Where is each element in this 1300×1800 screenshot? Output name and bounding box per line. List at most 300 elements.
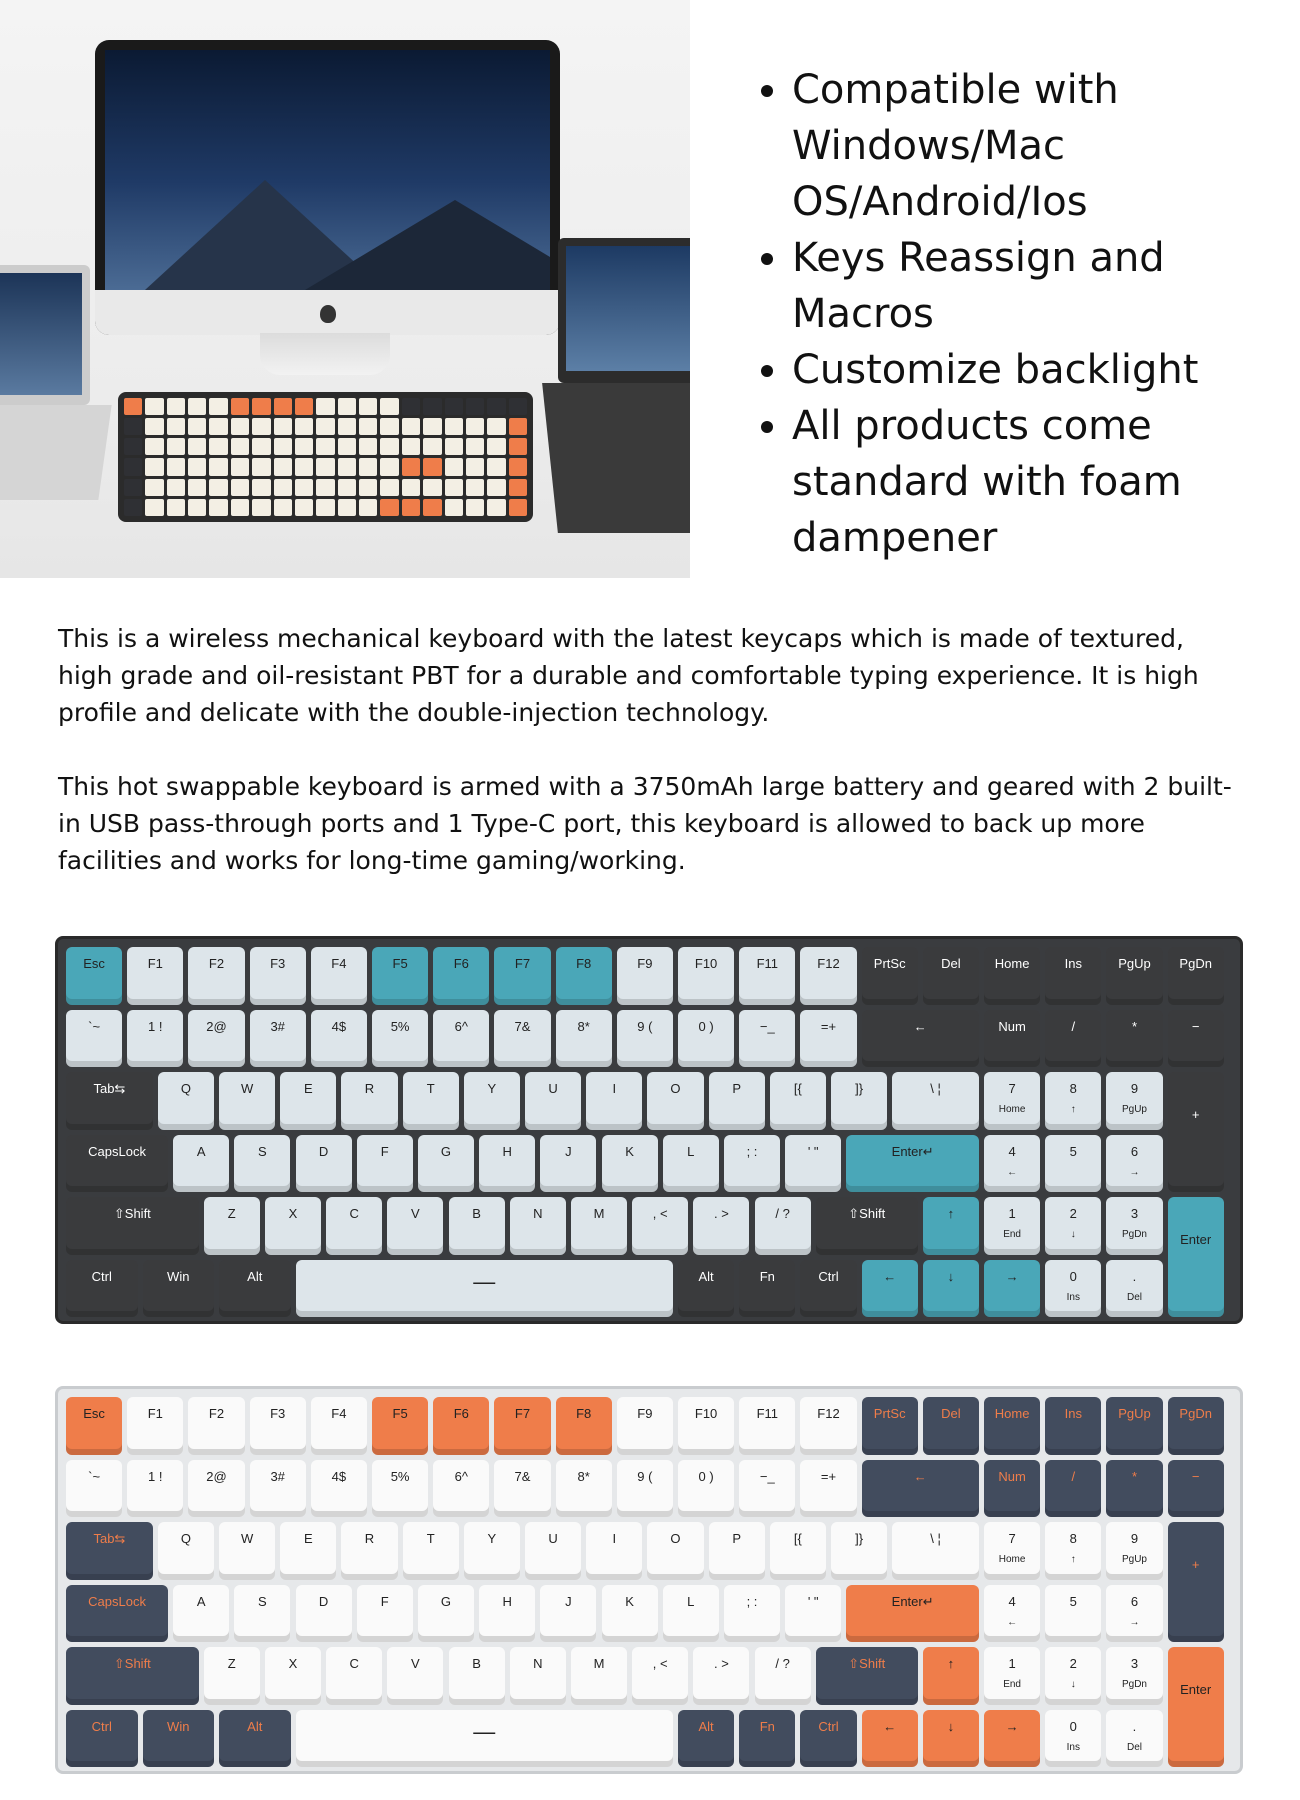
hero-keycap xyxy=(445,438,463,455)
key-legend: G xyxy=(440,1143,452,1159)
key-np6 xyxy=(1106,1135,1162,1193)
key-x xyxy=(265,1197,321,1255)
key-sublegend: Ins xyxy=(1066,1291,1080,1303)
key-legend: 5% xyxy=(390,1468,410,1484)
hero-keycap xyxy=(402,479,420,496)
key-legend: Esc xyxy=(83,956,105,971)
hero-keycap xyxy=(338,458,356,475)
key-legend: L xyxy=(687,1143,695,1159)
hero-keycap xyxy=(124,458,142,475)
key-legend: D xyxy=(318,1593,329,1609)
hero-keycap xyxy=(145,438,163,455)
key-legend: 3 xyxy=(1130,1206,1139,1221)
key-legend: + xyxy=(1191,1557,1200,1572)
key-legend: Alt xyxy=(247,1268,263,1284)
key-legend: 0 ) xyxy=(698,1018,714,1034)
key-semi xyxy=(724,1135,780,1193)
key-rshift xyxy=(816,1197,918,1255)
key-legend: ↓ xyxy=(947,1718,955,1734)
key-minus-np xyxy=(1168,1460,1224,1518)
key-legend: =+ xyxy=(820,1468,837,1484)
key-f11 xyxy=(739,1397,795,1455)
key-m xyxy=(571,1647,627,1705)
hero-keycap xyxy=(487,398,505,415)
key-legend: F6 xyxy=(453,1406,469,1421)
key-legend: Alt xyxy=(247,1718,263,1734)
key-legend: S xyxy=(258,1143,267,1159)
hero-keycap xyxy=(252,479,270,496)
key-legend: ' " xyxy=(807,1143,819,1159)
key-legend: F1 xyxy=(147,1406,163,1421)
key-lbr xyxy=(770,1522,826,1580)
key-legend: 4$ xyxy=(331,1468,347,1484)
key-npdot xyxy=(1106,1260,1162,1318)
hero-keycap xyxy=(252,418,270,435)
key-np1 xyxy=(984,1197,1040,1255)
key-legend: B xyxy=(472,1656,481,1671)
hero-keycap xyxy=(124,438,142,455)
key-np3 xyxy=(1106,1647,1162,1705)
hero-keycap xyxy=(359,418,377,435)
hero-keycap xyxy=(167,479,185,496)
key-legend: \ ¦ xyxy=(930,1531,941,1546)
key-backspace xyxy=(862,1460,979,1518)
monitor-illustration xyxy=(95,40,560,335)
key-legend: Ctrl xyxy=(818,1718,839,1734)
key-plus-np xyxy=(1168,1522,1224,1642)
key-legend: F11 xyxy=(756,1406,778,1421)
hero-keycap xyxy=(316,458,334,475)
key-np2 xyxy=(1045,1197,1101,1255)
key-grave xyxy=(66,1460,122,1518)
key-legend: O xyxy=(670,1531,681,1546)
key-backspace xyxy=(862,1010,979,1068)
key-legend: 7 xyxy=(1008,1531,1016,1546)
key-star-np xyxy=(1106,1460,1162,1518)
key-legend: 7& xyxy=(514,1018,531,1034)
key-n3 xyxy=(250,1010,306,1068)
key-n8 xyxy=(556,1010,612,1068)
key-legend: Ins xyxy=(1064,956,1082,971)
key-f9 xyxy=(617,1397,673,1455)
hero-keycap xyxy=(380,458,398,475)
key-f xyxy=(357,1135,413,1193)
key-n7 xyxy=(494,1010,550,1068)
key-np3 xyxy=(1106,1197,1162,1255)
key-k xyxy=(602,1585,658,1643)
hero-keycap xyxy=(466,479,484,496)
key-semi xyxy=(724,1585,780,1643)
hero-keycap xyxy=(487,458,505,475)
key-left xyxy=(862,1710,918,1768)
key-legend: * xyxy=(1131,1468,1138,1484)
key-legend: PgUp xyxy=(1118,956,1151,971)
key-l xyxy=(663,1585,719,1643)
key-b xyxy=(449,1197,505,1255)
key-r xyxy=(341,1072,397,1130)
key-up xyxy=(923,1197,979,1255)
key-sublegend: ↑ xyxy=(1070,1104,1076,1116)
key-quote xyxy=(785,1585,841,1643)
hero-keycap xyxy=(209,398,227,415)
key-legend: 4$ xyxy=(331,1018,347,1034)
hero-keycap xyxy=(445,398,463,415)
key-np1 xyxy=(984,1647,1040,1705)
key-legend: 9 xyxy=(1130,1081,1139,1096)
key-u xyxy=(525,1072,581,1130)
hero-keycap xyxy=(423,398,441,415)
key-num xyxy=(984,1010,1040,1068)
key-g xyxy=(418,1135,474,1193)
key-np6 xyxy=(1106,1585,1162,1643)
product-photo xyxy=(0,0,690,578)
key-np2 xyxy=(1045,1647,1101,1705)
hero-keycap xyxy=(445,458,463,475)
key-np9 xyxy=(1106,1522,1162,1580)
hero-keycap xyxy=(509,438,527,455)
key-legend: N xyxy=(533,1656,543,1671)
feature-item: • All products come standard with foam dampener xyxy=(792,398,1300,566)
hero-keycap xyxy=(188,418,206,435)
hero-keycap xyxy=(274,438,292,455)
key-legend: F12 xyxy=(817,956,840,971)
hero-keycap xyxy=(380,398,398,415)
hero-keycap xyxy=(423,499,441,516)
key-legend: \ ¦ xyxy=(930,1081,941,1096)
key-a xyxy=(173,1585,229,1643)
key-legend: P xyxy=(732,1081,742,1096)
hero-keycap xyxy=(252,398,270,415)
key-sublegend: → xyxy=(1129,1166,1140,1178)
key-m xyxy=(571,1197,627,1255)
key-f11 xyxy=(739,947,795,1005)
hero-keycap xyxy=(274,418,292,435)
key-minus xyxy=(739,1460,795,1518)
key-legend: J xyxy=(565,1593,572,1609)
key-legend: . > xyxy=(713,1656,729,1671)
key-legend: Enter xyxy=(1180,1232,1212,1247)
hero-keycap xyxy=(359,398,377,415)
key-legend: D xyxy=(318,1143,329,1159)
key-legend: V xyxy=(411,1656,420,1671)
key-slash-np xyxy=(1045,1010,1101,1068)
laptop-left-illustration xyxy=(0,265,95,505)
key-legend: F9 xyxy=(637,1406,653,1421)
key-legend: 9 ( xyxy=(637,1468,653,1484)
key-legend: PrtSc xyxy=(873,956,906,971)
key-f1 xyxy=(127,947,183,1005)
key-legend: W xyxy=(240,1531,254,1546)
description-paragraph: This is a wireless mechanical keyboard with the latest keycaps which is made of textured, high grade and oil-resistant PBT for a durable and comfortable typing experience. It is high profile and delicate with the double-injection technology. xyxy=(58,624,1199,727)
hero-keycap xyxy=(231,458,249,475)
key-lctrl xyxy=(66,1710,138,1768)
key-enter-np xyxy=(1168,1647,1224,1767)
hero-keycap xyxy=(402,398,420,415)
hero-keycap xyxy=(231,438,249,455)
key-enter xyxy=(846,1135,979,1193)
key-legend: Y xyxy=(487,1531,497,1546)
key-n4 xyxy=(311,1460,367,1518)
key-legend: R xyxy=(364,1531,375,1546)
key-fn xyxy=(739,1710,795,1768)
description-paragraph: This hot swappable keyboard is armed with a 3750mAh large battery and geared with 2 built-in USB pass-through ports and 1 Type-C port, this keyboard is allowed to back up more facilities and works for long-time gaming/working. xyxy=(58,772,1232,875)
hero-keycap xyxy=(423,418,441,435)
key-t xyxy=(403,1072,459,1130)
key-legend: ↓ xyxy=(947,1268,955,1284)
hero-keycap xyxy=(209,418,227,435)
key-down xyxy=(923,1260,979,1318)
hero-keycap xyxy=(316,499,334,516)
hero-keycap xyxy=(124,499,142,516)
hero-keycap xyxy=(209,479,227,496)
key-legend: Ctrl xyxy=(91,1268,112,1284)
key-legend: J xyxy=(565,1143,572,1159)
key-legend: / ? xyxy=(775,1206,790,1221)
key-legend: F7 xyxy=(514,1406,531,1421)
hero-keycap xyxy=(209,499,227,516)
key-pgup xyxy=(1106,947,1162,1005)
hero-keycap xyxy=(338,438,356,455)
key-tab xyxy=(66,1522,153,1580)
key-o xyxy=(647,1072,703,1130)
key-legend: − xyxy=(1191,1018,1200,1034)
key-s xyxy=(234,1585,290,1643)
key-legend: E xyxy=(303,1531,313,1546)
key-q xyxy=(158,1072,214,1130)
hero-keycap xyxy=(466,458,484,475)
key-legend: 8 xyxy=(1069,1531,1077,1546)
key-sublegend: ← xyxy=(1007,1166,1018,1178)
key-g xyxy=(418,1585,474,1643)
key-bslash xyxy=(892,1522,979,1580)
feature-item: • Customize backlight xyxy=(792,342,1300,398)
key-legend: Q xyxy=(180,1531,191,1546)
hero-keycap xyxy=(359,438,377,455)
key-f12 xyxy=(800,1397,856,1455)
key-rctrl xyxy=(800,1710,856,1768)
key-f2 xyxy=(188,1397,244,1455)
key-sublegend: PgUp xyxy=(1121,1104,1147,1116)
key-legend: X xyxy=(288,1206,298,1221)
key-n3 xyxy=(250,1460,306,1518)
key-rbr xyxy=(831,1072,887,1130)
key-w xyxy=(219,1072,275,1130)
key-legend: 6^ xyxy=(454,1018,468,1034)
key-np0 xyxy=(1045,1710,1101,1768)
hero-keycap xyxy=(466,438,484,455)
key-legend: 5 xyxy=(1069,1143,1077,1159)
key-q xyxy=(158,1522,214,1580)
key-np0 xyxy=(1045,1260,1101,1318)
key-legend: Alt xyxy=(698,1718,714,1734)
key-win xyxy=(143,1710,215,1768)
key-legend: F xyxy=(380,1143,389,1159)
key-n6 xyxy=(433,1460,489,1518)
key-legend: 8* xyxy=(577,1468,590,1484)
key-right xyxy=(984,1260,1040,1318)
key-np4 xyxy=(984,1585,1040,1643)
hero-keycap xyxy=(445,499,463,516)
key-f7 xyxy=(494,947,550,1005)
key-legend: F12 xyxy=(817,1406,840,1421)
key-lshift xyxy=(66,1197,199,1255)
key-legend: F1 xyxy=(147,956,163,971)
key-legend: 6 xyxy=(1130,1593,1139,1609)
keyboard-layout-dark-blue xyxy=(55,936,1243,1324)
key-legend: 7 xyxy=(1008,1081,1016,1096)
hero-keycap xyxy=(487,438,505,455)
key-sublegend: PgDn xyxy=(1121,1229,1147,1241)
key-legend: / xyxy=(1071,1018,1076,1034)
key-sublegend: Del xyxy=(1126,1291,1142,1303)
hero-keycap xyxy=(359,499,377,516)
key-legend: 2 xyxy=(1069,1656,1077,1671)
key-legend: 6^ xyxy=(454,1468,468,1484)
key-esc xyxy=(66,1397,122,1455)
key-z xyxy=(204,1197,260,1255)
key-sublegend: End xyxy=(1003,1229,1021,1241)
hero-keycap xyxy=(445,418,463,435)
key-legend: , < xyxy=(652,1206,668,1221)
key-legend: 0 xyxy=(1069,1268,1077,1284)
key-enter xyxy=(846,1585,979,1643)
hero-keycap xyxy=(466,398,484,415)
key-np4 xyxy=(984,1135,1040,1193)
key-legend: F7 xyxy=(514,956,531,971)
key-sublegend: ↑ xyxy=(1070,1554,1076,1566)
key-legend: F2 xyxy=(208,956,225,971)
key-h xyxy=(479,1135,535,1193)
key-n xyxy=(510,1647,566,1705)
key-np7 xyxy=(984,1522,1040,1580)
key-legend: — xyxy=(473,1718,496,1744)
key-f7 xyxy=(494,1397,550,1455)
key-e xyxy=(280,1072,336,1130)
key-legend: T xyxy=(426,1081,435,1096)
key-legend: Del xyxy=(941,956,961,971)
key-legend: . xyxy=(1132,1268,1137,1284)
key-legend: ⇧Shift xyxy=(113,1656,151,1671)
key-legend: F5 xyxy=(392,1406,408,1421)
key-legend: Del xyxy=(941,1406,961,1421)
key-legend: A xyxy=(196,1593,206,1609)
hero-keycap xyxy=(316,398,334,415)
key-sublegend: PgUp xyxy=(1121,1554,1147,1566)
key-f1 xyxy=(127,1397,183,1455)
key-legend: F5 xyxy=(392,956,408,971)
key-legend: G xyxy=(440,1593,452,1609)
key-home xyxy=(984,947,1040,1005)
key-legend: Enter↵ xyxy=(891,1143,934,1159)
key-ralt xyxy=(678,1710,734,1768)
hero-keycap xyxy=(231,418,249,435)
hero-keycap xyxy=(188,499,206,516)
key-legend: C xyxy=(349,1656,359,1671)
hero-keycap xyxy=(359,479,377,496)
hero-keycap xyxy=(274,398,292,415)
key-legend: R xyxy=(364,1081,375,1096)
hero-keycap xyxy=(295,418,313,435)
key-esc xyxy=(66,947,122,1005)
key-legend: B xyxy=(472,1206,481,1221)
hero-keycap xyxy=(231,499,249,516)
key-p xyxy=(709,1522,765,1580)
key-f6 xyxy=(433,947,489,1005)
key-legend: F11 xyxy=(756,956,778,971)
key-left xyxy=(862,1260,918,1318)
key-rshift xyxy=(816,1647,918,1705)
hero-keycap xyxy=(509,398,527,415)
feature-list xyxy=(760,62,1300,566)
key-win xyxy=(143,1260,215,1318)
hero-keycap xyxy=(167,458,185,475)
key-legend: X xyxy=(288,1656,298,1671)
hero-keycap xyxy=(338,479,356,496)
hero-keycap xyxy=(445,479,463,496)
key-legend: ↑ xyxy=(947,1206,955,1221)
key-n0 xyxy=(678,1460,734,1518)
key-j xyxy=(540,1585,596,1643)
key-equal xyxy=(800,1010,856,1068)
key-legend: P xyxy=(732,1531,742,1546)
key-x xyxy=(265,1647,321,1705)
key-legend: K xyxy=(625,1593,634,1609)
hero-keycap xyxy=(509,499,527,516)
key-legend: F8 xyxy=(576,956,592,971)
key-legend: F6 xyxy=(453,956,469,971)
key-n2 xyxy=(188,1460,244,1518)
key-del xyxy=(923,947,979,1005)
key-o xyxy=(647,1522,703,1580)
key-legend: M xyxy=(593,1656,605,1671)
key-ins xyxy=(1045,1397,1101,1455)
key-legend: 3# xyxy=(270,1018,285,1034)
key-e xyxy=(280,1522,336,1580)
key-legend: / ? xyxy=(775,1656,790,1671)
hero-keycap xyxy=(209,438,227,455)
key-legend: I xyxy=(612,1531,617,1546)
hero-keycap xyxy=(509,458,527,475)
key-legend: Esc xyxy=(83,1406,105,1421)
hero-keycap xyxy=(359,458,377,475)
key-legend: Win xyxy=(167,1268,190,1284)
apple-logo-icon xyxy=(320,305,336,323)
key-legend: F3 xyxy=(270,956,286,971)
key-legend: 0 ) xyxy=(698,1468,714,1484)
key-legend: ← xyxy=(913,1018,927,1034)
key-legend: `~ xyxy=(88,1468,101,1484)
key-n1 xyxy=(127,1460,183,1518)
key-np8 xyxy=(1045,1522,1101,1580)
key-legend: 1 ! xyxy=(148,1468,163,1484)
key-comma xyxy=(632,1197,688,1255)
hero-keycap xyxy=(380,438,398,455)
key-w xyxy=(219,1522,275,1580)
key-legend: Fn xyxy=(759,1268,775,1284)
key-legend: F8 xyxy=(576,1406,592,1421)
key-legend: . xyxy=(1132,1718,1137,1734)
key-d xyxy=(296,1585,352,1643)
key-legend: Home xyxy=(994,1406,1030,1421)
key-del xyxy=(923,1397,979,1455)
key-legend: M xyxy=(593,1206,605,1221)
key-u xyxy=(525,1522,581,1580)
key-rbr xyxy=(831,1522,887,1580)
key-comma xyxy=(632,1647,688,1705)
key-legend: Num xyxy=(998,1018,1026,1034)
key-legend: 5 xyxy=(1069,1593,1077,1609)
key-legend: F4 xyxy=(331,956,347,971)
